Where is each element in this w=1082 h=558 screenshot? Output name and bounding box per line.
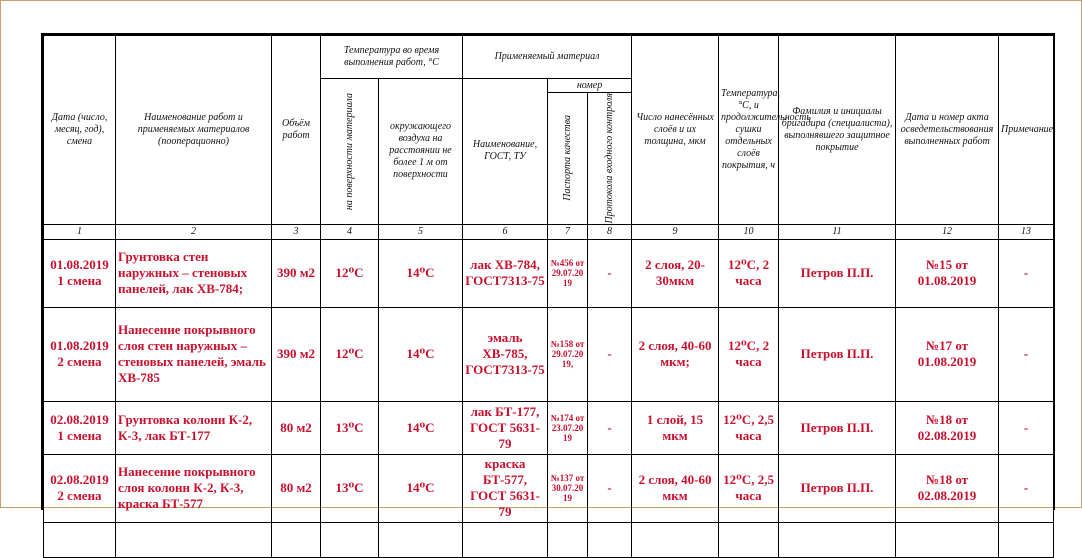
cell-temp-surface: 12⁰С [321,307,379,401]
header-material-name: Наименование, ГОСТ, ТУ [463,79,548,225]
empty-cell [463,522,548,557]
cell-work: Грунтовка стен наружных – стеновых панелей, лак ХВ-784; [116,239,272,307]
table-row [44,454,1054,522]
column-number: 3 [272,224,321,239]
cell-act: №18 от 02.08.2019 [896,454,999,522]
empty-cell [321,522,379,557]
header-foreman: Фамилия и инициалы бригадира (специалиста), выполнявшего защитное покрытие [779,36,896,225]
cell-layers: 2 слоя, 40-60 мкм [632,454,719,522]
cell-passport: №158 от 29.07.20 19, [548,307,588,401]
cell-volume: 80 м2 [272,454,321,522]
cell-temp-air: 14⁰С [379,239,463,307]
cell-note: - [999,307,1054,401]
empty-cell [548,522,588,557]
cell-temp-surface: 13⁰С [321,454,379,522]
empty-cell [999,522,1054,557]
cell-date: 02.08.2019 1 смена [44,401,116,454]
empty-table-row [44,522,1054,557]
header-protocol-label: Протокола входного контроля [604,93,616,224]
protective-coating-journal-table [43,35,1054,558]
cell-foreman: Петров П.П. [779,401,896,454]
cell-temp-air: 14⁰С [379,307,463,401]
cell-layers: 1 слой, 15 мкм [632,401,719,454]
header-material-group: Применяемый материал [463,36,632,79]
cell-material: эмаль ХВ-785, ГОСТ7313-75 [463,307,548,401]
cell-drying: 12⁰С, 2,5 часа [719,454,779,522]
cell-volume: 80 м2 [272,401,321,454]
cell-drying: 12⁰С, 2 часа [719,307,779,401]
header-drying: Температура, °С, и продолжительность сушки отдельных слоёв покрытия, ч [719,36,779,225]
cell-date: 01.08.2019 2 смена [44,307,116,401]
empty-cell [779,522,896,557]
cell-layers: 2 слоя, 40-60 мкм; [632,307,719,401]
column-number: 11 [779,224,896,239]
header-temp-surface [321,79,379,225]
empty-cell [632,522,719,557]
cell-temp-air: 14⁰С [379,454,463,522]
column-number: 13 [999,224,1054,239]
column-number: 6 [463,224,548,239]
column-number: 1 [44,224,116,239]
cell-foreman: Петров П.П. [779,307,896,401]
header-layers: Число нанесённых слоёв и их толщина, мкм [632,36,719,225]
cell-note: - [999,454,1054,522]
header-number-group: номер [548,79,632,93]
cell-foreman: Петров П.П. [779,454,896,522]
cell-work: Грунтовка колонн К-2, К-3, лак БТ-177 [116,401,272,454]
cell-volume: 390 м2 [272,307,321,401]
cell-passport: №137 от 30.07.20 19 [548,454,588,522]
header-volume: Объём работ [272,36,321,225]
cell-work: Нанесение покрывного слоя стен наружных – стеновых панелей, эмаль ХВ-785 [116,307,272,401]
empty-cell [116,522,272,557]
empty-cell [272,522,321,557]
empty-cell [44,522,116,557]
header-date: Дата (число, месяц, год), смена [44,36,116,225]
cell-note: - [999,401,1054,454]
column-number: 4 [321,224,379,239]
cell-passport: №456 от 29.07.20 19 [548,239,588,307]
cell-protocol: - [588,239,632,307]
cell-material: лак БТ-177, ГОСТ 5631-79 [463,401,548,454]
cell-drying: 12⁰С, 2 часа [719,239,779,307]
header-note: Примечание [999,36,1054,225]
cell-temp-surface: 13⁰С [321,401,379,454]
cell-protocol: - [588,454,632,522]
empty-cell [719,522,779,557]
cell-act: №17 от 01.08.2019 [896,307,999,401]
column-number: 7 [548,224,588,239]
header-temp-air: окружающего воздуха на расстоянии не более 1 м от поверхности [379,79,463,225]
cell-protocol: - [588,307,632,401]
cell-layers: 2 слоя, 20-30мкм [632,239,719,307]
cell-foreman: Петров П.П. [779,239,896,307]
empty-cell [588,522,632,557]
cell-work: Нанесение покрывного слоя колонн К-2, К-3, краска БТ-577 [116,454,272,522]
cell-material: лак ХВ-784, ГОСТ7313-75 [463,239,548,307]
table-row [44,307,1054,401]
cell-material: краска БТ-577, ГОСТ 5631-79 [463,454,548,522]
cell-volume: 390 м2 [272,239,321,307]
cell-drying: 12⁰С, 2,5 часа [719,401,779,454]
header-act: Дата и номер акта осведетельствования выполненных работ [896,36,999,225]
column-number: 2 [116,224,272,239]
column-number: 10 [719,224,779,239]
column-number: 5 [379,224,463,239]
empty-cell [379,522,463,557]
cell-temp-air: 14⁰С [379,401,463,454]
journal-table-sheet [41,33,1055,520]
cell-passport: №174 от 23.07.20 19 [548,401,588,454]
cell-note: - [999,239,1054,307]
column-number: 9 [632,224,719,239]
empty-cell [896,522,999,557]
column-number-row [44,224,1054,239]
header-passport-label: Паспорта качества [562,115,573,202]
header-temperature-group: Температура во время выполнения работ, °С [321,36,463,79]
header-work: Наименование работ и применяемых материалов (пооперационно) [116,36,272,225]
table-row [44,401,1054,454]
cell-act: №15 от 01.08.2019 [896,239,999,307]
column-number: 12 [896,224,999,239]
cell-date: 01.08.2019 1 смена [44,239,116,307]
cell-act: №18 от 02.08.2019 [896,401,999,454]
table-row [44,239,1054,307]
header-passport [548,93,588,225]
header-protocol [588,93,632,225]
cell-protocol: - [588,401,632,454]
cell-date: 02.08.2019 2 смена [44,454,116,522]
cell-temp-surface: 12⁰С [321,239,379,307]
header-temp-surface-label: на поверхности материала [344,92,355,210]
column-number: 8 [588,224,632,239]
